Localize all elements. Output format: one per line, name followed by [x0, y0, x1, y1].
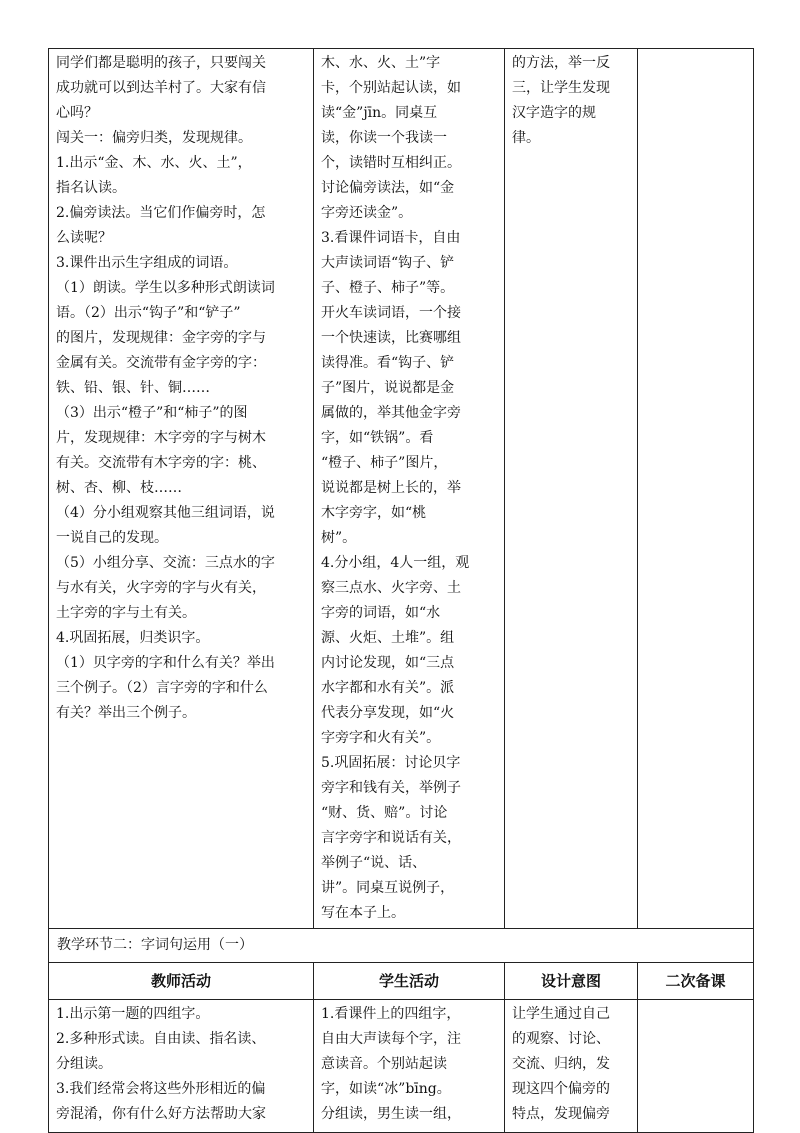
text-line: 律。: [512, 130, 540, 146]
text-line: 大声读词语“钩子、铲: [321, 255, 455, 271]
text-line: 语。（2）出示“钩子”和“铲子”: [56, 305, 241, 321]
text-line: 3.课件出示生字组成的词语。: [56, 255, 238, 271]
text-line: 字旁字和火有关”。: [321, 730, 441, 746]
student-activity-text-2: [321, 1002, 497, 1127]
text-line: 树”。: [321, 530, 357, 546]
text-line: （5）小组分享、交流：三点水的字: [56, 555, 275, 571]
text-line: （1）朗读。学生以多种形式朗读词: [56, 280, 275, 296]
text-line: 字旁的词语，如“水: [321, 605, 441, 621]
teacher-activity-text-2: [56, 1002, 306, 1127]
text-line: 与水有关，火字旁的字与火有关，: [56, 580, 266, 596]
text-line: （1）贝字旁的字和什么有关？举出: [56, 655, 275, 671]
text-line: 2.偏旁读法。当它们作偏旁时，怎: [56, 205, 266, 221]
text-line: 举例子“说、话、: [321, 855, 427, 871]
text-line: 有关？举出三个例子。: [56, 705, 196, 721]
text-line: 一说自己的发现。: [56, 530, 168, 546]
text-line: 1.出示“金、木、水、火、土”，: [56, 155, 252, 171]
text-line: 内讨论发现，如“三点: [321, 655, 455, 671]
text-line: 3.看课件词语卡，自由: [321, 230, 461, 246]
text-line: 木字旁字，如“桃: [321, 505, 427, 521]
content-row: [49, 1000, 754, 1133]
student-activity-text: [321, 51, 497, 926]
text-line: 4.分小组，4人一组，观: [321, 555, 470, 571]
text-line: 同学们都是聪明的孩子，只要闯关: [56, 55, 266, 71]
header-student-activity: 学生活动: [314, 963, 505, 1000]
text-line: 个，读错时互相纠正。: [321, 155, 461, 171]
student-activity-cell-2: [314, 1000, 505, 1133]
student-activity-cell: [314, 49, 505, 929]
text-line: 树、杏、柳、枝……: [56, 480, 182, 496]
text-line: 有关。交流带有木字旁的字：桃、: [56, 455, 266, 471]
text-line: “橙子、柿子”图片，: [321, 455, 448, 471]
text-line: 写在本子上。: [321, 905, 405, 921]
continued-row: [49, 49, 754, 929]
text-line: 读得准。看“钩子、铲: [321, 355, 455, 371]
text-line: 汉字造字的规: [512, 105, 596, 121]
second-prep-cell: [638, 49, 754, 929]
text-line: 2.多种形式读。自由读、指名读、: [56, 1031, 266, 1047]
design-intent-cell: [505, 49, 638, 929]
text-line: 子、橙子、柿子”等。: [321, 280, 455, 296]
text-line: 的图片，发现规律：金字旁的字与: [56, 330, 266, 346]
text-line: 水字都和水有关”。派: [321, 680, 455, 696]
text-line: 卡，个别站起认读，如: [321, 80, 461, 96]
text-line: 5.巩固拓展：讨论贝字: [321, 755, 461, 771]
text-line: 旁混淆，你有什么好方法帮助大家: [56, 1106, 266, 1122]
text-line: 片，发现规律：木字旁的字与树木: [56, 430, 266, 446]
lesson-plan-table: [48, 48, 754, 1133]
text-line: 三个例子。（2）言字旁的字和什么: [56, 680, 268, 696]
section-title: 教学环节二：字词句运用（一）: [49, 929, 754, 963]
header-teacher-activity: 教师活动: [49, 963, 314, 1000]
text-line: 字，如“铁锅”。看: [321, 430, 434, 446]
text-line: 源、火炬、土堆”。组: [321, 630, 455, 646]
text-line: 土字旁的字与土有关。: [56, 605, 196, 621]
text-line: 察三点水、火字旁、土: [321, 580, 461, 596]
text-line: 分组读。: [56, 1056, 112, 1072]
design-intent-text-2: [512, 1002, 630, 1127]
text-line: 一个快速读，比赛哪组: [321, 330, 461, 346]
text-line: 1.出示第一题的四组字。: [56, 1006, 210, 1022]
text-line: 讨论偏旁读法，如“金: [321, 180, 455, 196]
text-line: 读，你读一个我读一: [321, 130, 447, 146]
text-line: 现这四个偏旁的: [512, 1081, 610, 1097]
header-second-prep: 二次备课: [638, 963, 754, 1000]
text-line: （3）出示“橙子”和“柿子”的图: [56, 405, 248, 421]
text-line: 让学生通过自己: [512, 1006, 610, 1022]
text-line: 的观察、讨论、: [512, 1031, 610, 1047]
text-line: 读“金”jīn。同桌互: [321, 105, 438, 121]
text-line: 字，如读“冰”bīng。: [321, 1081, 451, 1097]
text-line: 讲”。同桌互说例子，: [321, 880, 455, 896]
text-line: 自由大声读每个字，注: [321, 1031, 461, 1047]
text-line: 心吗？: [56, 105, 98, 121]
design-intent-text: [512, 51, 630, 151]
text-line: 言字旁字和说话有关，: [321, 830, 461, 846]
text-line: 么读呢？: [56, 230, 112, 246]
text-line: 特点，发现偏旁: [512, 1106, 610, 1122]
text-line: 指名认读。: [56, 180, 126, 196]
text-line: 子”图片，说说都是金: [321, 380, 455, 396]
text-line: 旁字和钱有关，举例子: [321, 780, 461, 796]
teacher-activity-cell: [49, 49, 314, 929]
text-line: 3.我们经常会将这些外形相近的偏: [56, 1081, 266, 1097]
teacher-activity-cell-2: [49, 1000, 314, 1133]
header-design-intent: 设计意图: [505, 963, 638, 1000]
text-line: 代表分享发现，如“火: [321, 705, 455, 721]
text-line: 三，让学生发现: [512, 80, 610, 96]
second-prep-cell-2: [638, 1000, 754, 1133]
design-intent-cell-2: [505, 1000, 638, 1133]
text-line: 字旁还读金”。: [321, 205, 413, 221]
text-line: 1.看课件上的四组字，: [321, 1006, 461, 1022]
header-row: [49, 963, 754, 1000]
text-line: 成功就可以到达羊村了。大家有信: [56, 80, 266, 96]
text-line: 属做的，举其他金字旁: [321, 405, 461, 421]
text-line: 说说都是树上长的，举: [321, 480, 461, 496]
text-line: 闯关一：偏旁归类，发现规律。: [56, 130, 252, 146]
text-line: （4）分小组观察其他三组词语，说: [56, 505, 275, 521]
text-line: 交流、归纳，发: [512, 1056, 610, 1072]
text-line: 意读音。个别站起读: [321, 1056, 447, 1072]
text-line: 金属有关。交流带有金字旁的字：: [56, 355, 266, 371]
text-line: 分组读，男生读一组，: [321, 1106, 461, 1122]
text-line: “财、货、赔”。讨论: [321, 805, 448, 821]
text-line: 铁、铅、银、针、铜……: [56, 380, 210, 396]
section-row: [49, 929, 754, 963]
text-line: 木、水、火、土”字: [321, 55, 441, 71]
text-line: 4.巩固拓展，归类识字。: [56, 630, 210, 646]
text-line: 的方法，举一反: [512, 55, 610, 71]
text-line: 开火车读词语，一个接: [321, 305, 461, 321]
teacher-activity-text: [56, 51, 306, 726]
